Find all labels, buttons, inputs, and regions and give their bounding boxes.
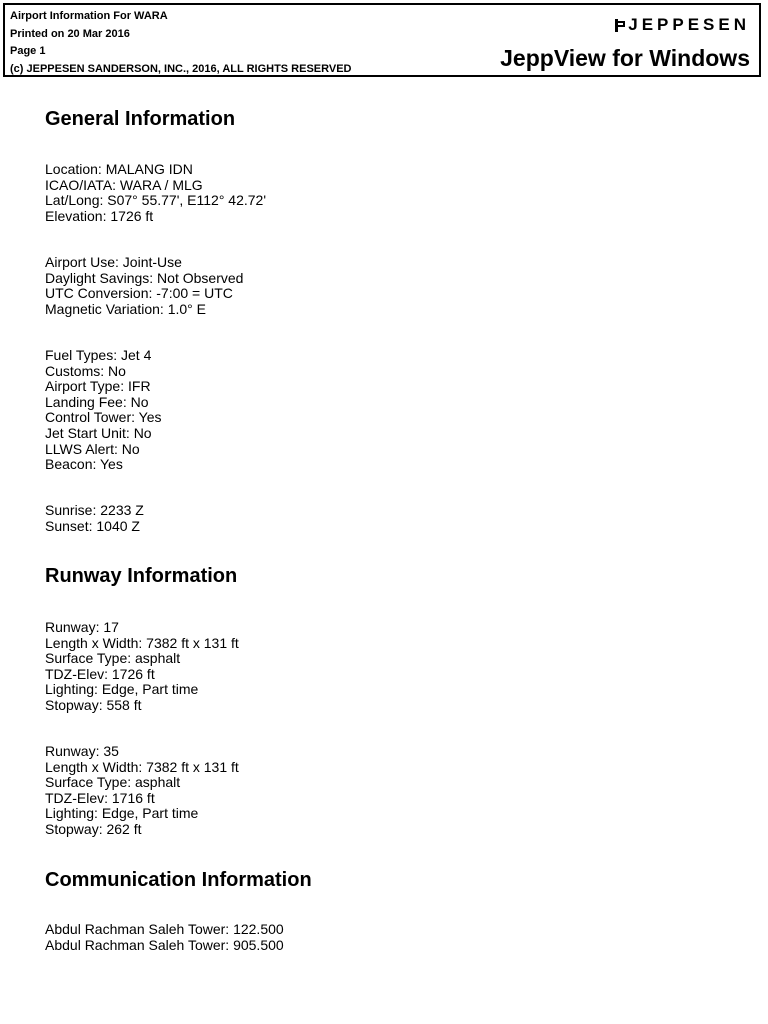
- sun-times-group: [45, 503, 144, 534]
- runway-number: Runway: 35: [45, 743, 119, 759]
- section-title-runway: Runway Information: [45, 565, 238, 587]
- airport-type: Airport Type: IFR: [45, 378, 151, 395]
- section-title-general: General Information: [45, 108, 236, 130]
- control-tower: Control Tower: Yes: [45, 409, 162, 426]
- daylight-savings: Daylight Savings: Not Observed: [45, 269, 244, 286]
- elevation: Elevation: 1726 ft: [45, 207, 154, 224]
- runway-lighting: Lighting: Edge, Part time: [45, 805, 199, 822]
- runway-surface: Surface Type: asphalt: [45, 650, 181, 667]
- product-name: JeppView for Windows: [500, 45, 750, 71]
- runway-lighting: Lighting: Edge, Part time: [45, 681, 199, 698]
- sunset: Sunset: 1040 Z: [45, 517, 140, 534]
- airport-use: Airport Use: Joint-Use: [45, 254, 182, 270]
- customs: Customs: No: [45, 362, 126, 379]
- header-print-date: Printed on 20 Mar 2016: [10, 27, 130, 40]
- brand-name: JEPPESEN: [628, 15, 750, 34]
- jet-start-unit: Jet Start Unit: No: [45, 424, 152, 441]
- header-page-number: Page 1: [10, 45, 46, 57]
- runway-stopway: Stopway: 558 ft: [45, 696, 142, 713]
- magnetic-variation: Magnetic Variation: 1.0° E: [45, 300, 206, 317]
- runway-tdz-elev: TDZ-Elev: 1716 ft: [45, 789, 155, 806]
- jeppesen-logo-icon: [615, 19, 626, 32]
- facilities-group: [45, 348, 161, 473]
- section-title-communication: Communication Information: [45, 869, 312, 891]
- runway-number: Runway: 17: [45, 619, 119, 635]
- runway-35-group: [45, 744, 239, 838]
- runway-tdz-elev: TDZ-Elev: 1726 ft: [45, 665, 155, 682]
- icao-iata: ICAO/IATA: WARA / MLG: [45, 176, 203, 193]
- runway-surface: Surface Type: asphalt: [45, 774, 181, 791]
- landing-fee: Landing Fee: No: [45, 393, 149, 410]
- runway-dimensions: Length x Width: 7382 ft x 131 ft: [45, 758, 239, 775]
- brand: [615, 15, 750, 35]
- communication-group: [45, 922, 284, 953]
- utc-conversion: UTC Conversion: -7:00 = UTC: [45, 285, 233, 302]
- runway-dimensions: Length x Width: 7382 ft x 131 ft: [45, 634, 239, 651]
- lat-long: Lat/Long: S07° 55.77', E112° 42.72': [45, 192, 267, 209]
- runway-17-group: [45, 620, 239, 714]
- usage-group: [45, 255, 243, 317]
- sunrise: Sunrise: 2233 Z: [45, 502, 144, 518]
- runway-stopway: Stopway: 262 ft: [45, 820, 142, 837]
- fuel-types: Fuel Types: Jet 4: [45, 347, 152, 363]
- location: Location: MALANG IDN: [45, 161, 193, 177]
- tower-frequency: Abdul Rachman Saleh Tower: 122.500: [45, 921, 284, 937]
- llws-alert: LLWS Alert: No: [45, 440, 140, 457]
- header-info: [10, 8, 352, 78]
- header-title: Airport Information For WARA: [10, 10, 168, 22]
- header-copyright: (c) JEPPESEN SANDERSON, INC., 2016, ALL RIGHTS RESERVED: [10, 62, 352, 75]
- tower-frequency: Abdul Rachman Saleh Tower: 905.500: [45, 936, 284, 953]
- beacon: Beacon: Yes: [45, 456, 123, 473]
- report-header: [3, 3, 761, 77]
- location-group: [45, 162, 266, 224]
